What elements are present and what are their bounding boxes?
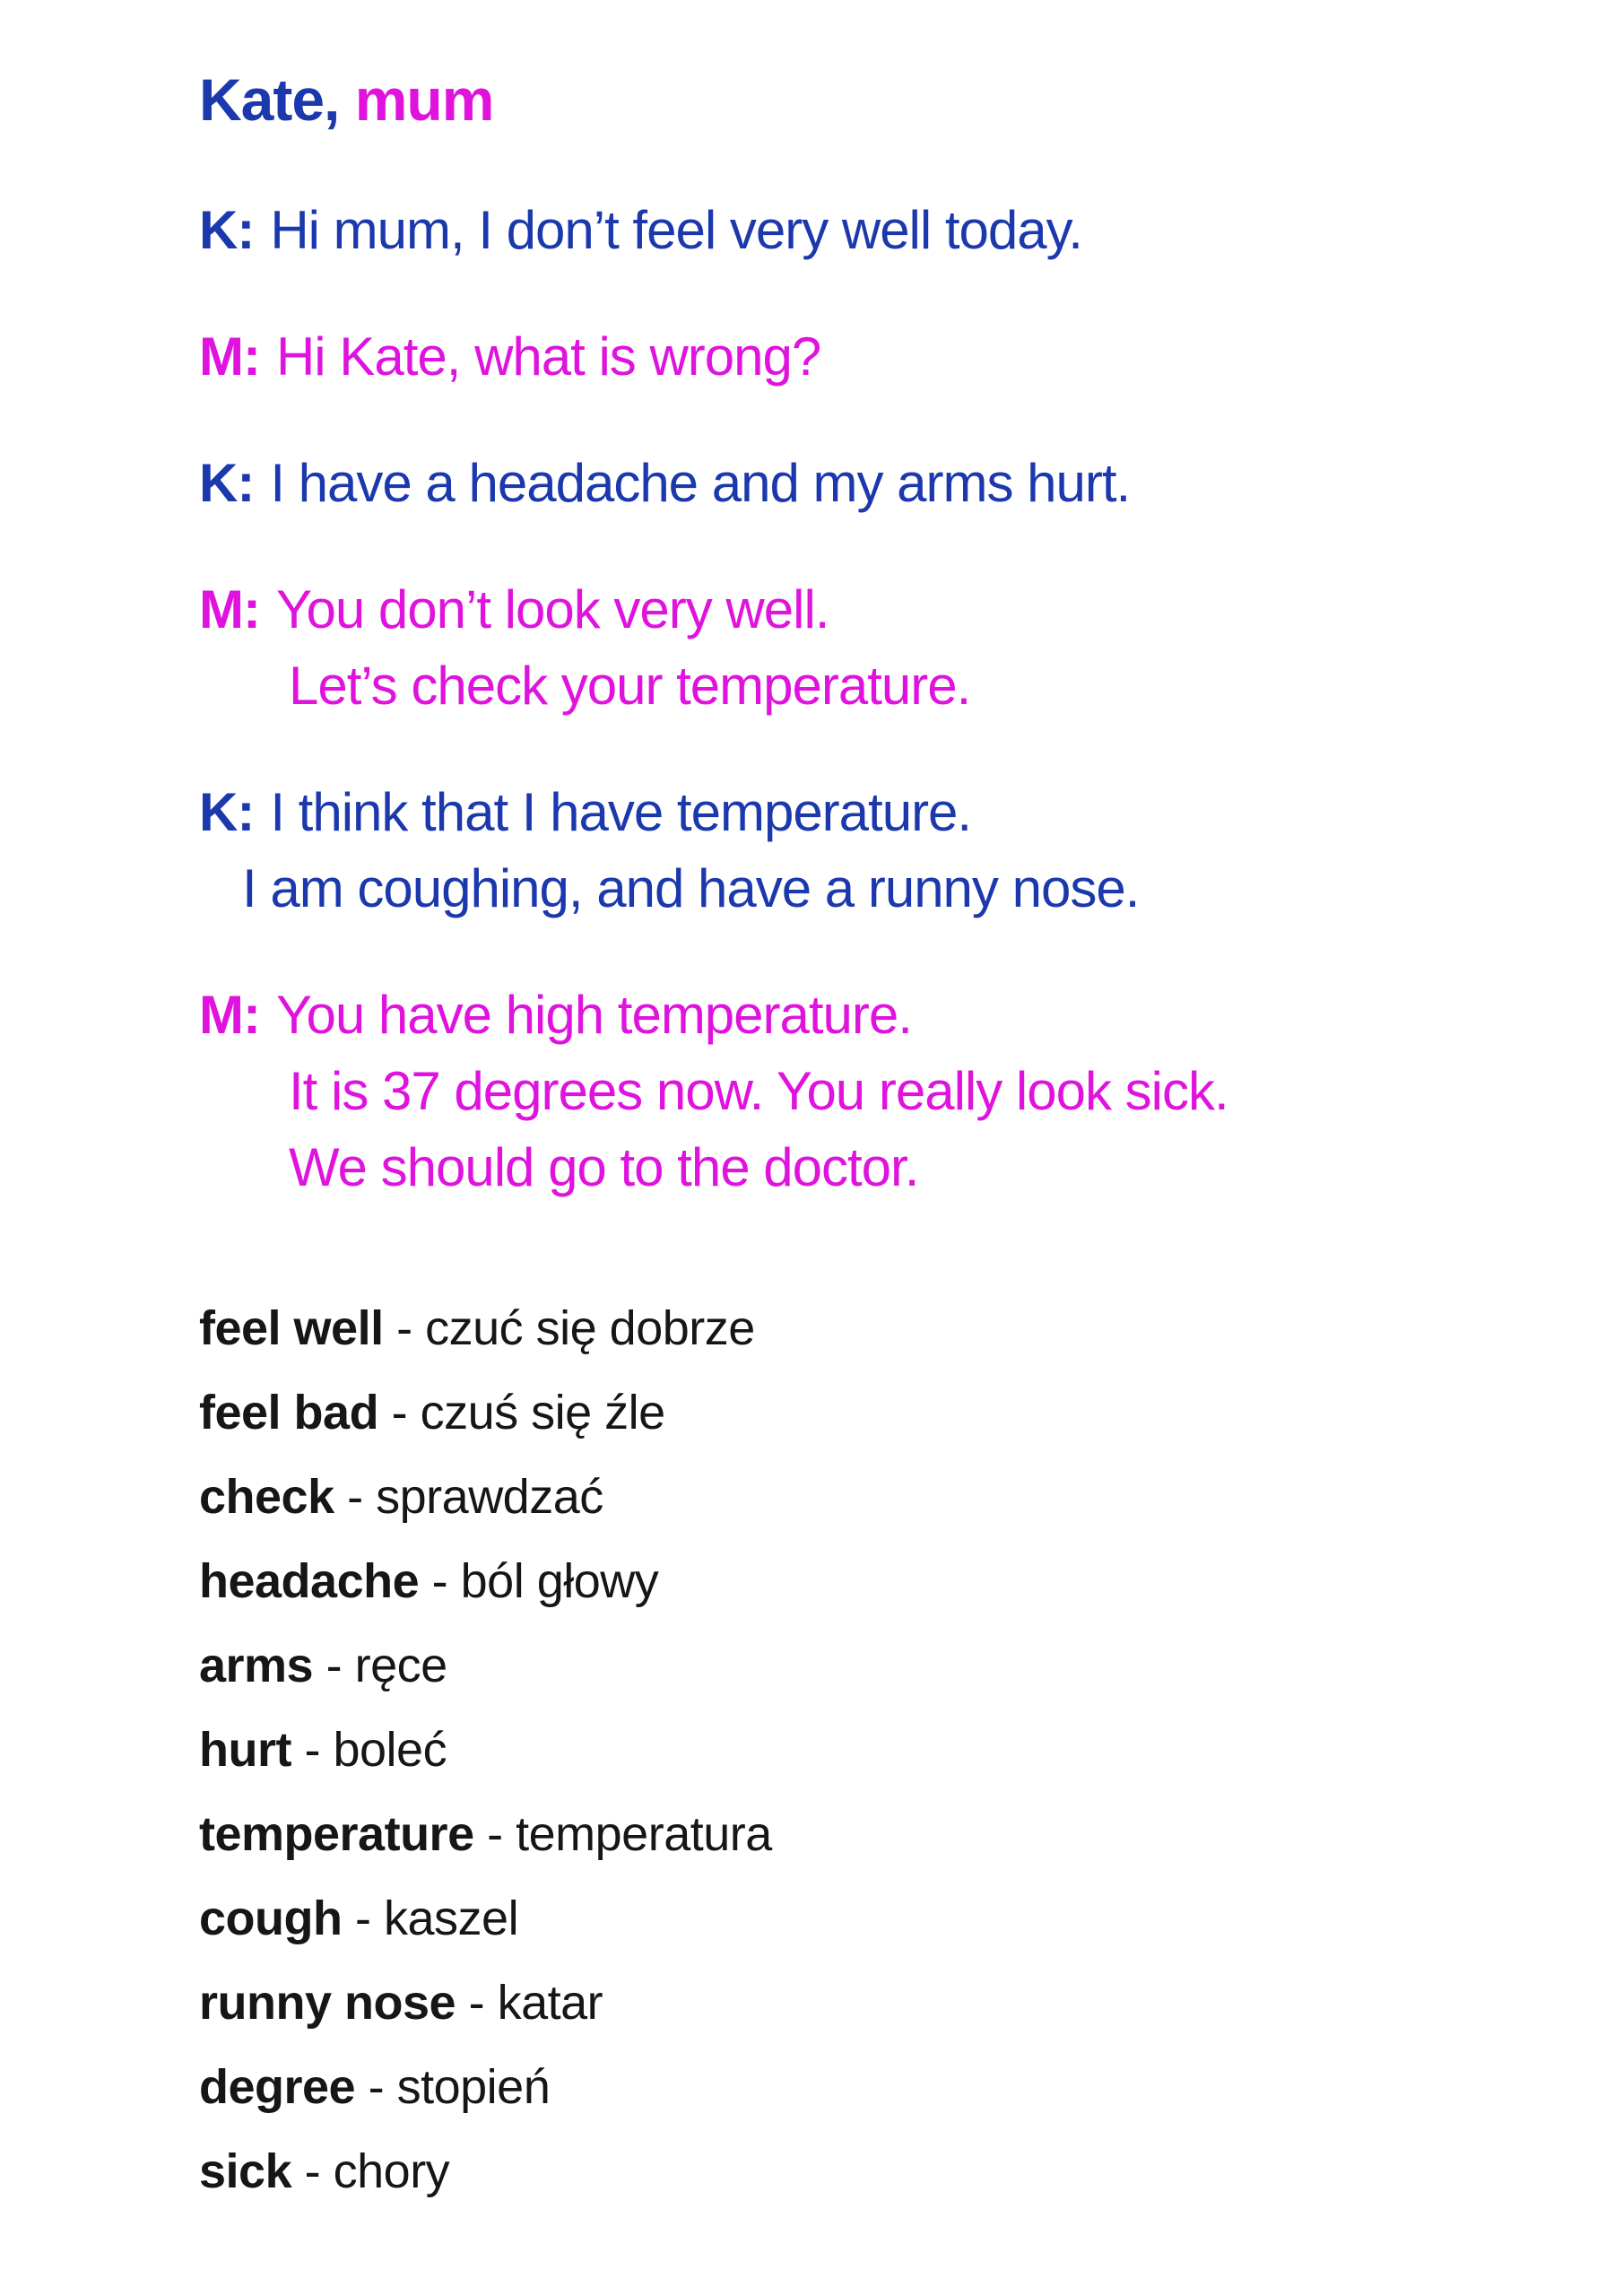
vocab-separator: -	[391, 1386, 408, 1439]
vocab-separator: -	[304, 2144, 321, 2198]
speaker-label: K:	[199, 200, 255, 260]
dialogue-line	[199, 192, 1587, 268]
vocab-term: arms	[199, 1639, 314, 1692]
dialogue-turn	[199, 977, 1587, 1205]
vocab-separator: -	[304, 1723, 320, 1777]
vocab-term: feel well	[199, 1301, 384, 1355]
vocab-term: hurt	[199, 1723, 291, 1777]
dialogue-text: You don’t look very well.	[275, 579, 829, 639]
vocab-separator: -	[355, 1892, 371, 1945]
dialogue-text: Hi mum, I don’t feel very well today.	[270, 200, 1082, 260]
vocab-term: sick	[199, 2144, 292, 2198]
dialogue-line-continuation	[199, 850, 1587, 926]
vocab-translation: ręce	[354, 1639, 447, 1692]
vocab-item	[199, 1286, 1587, 1370]
vocab-item	[199, 1708, 1587, 1792]
vocabulary-section	[199, 1286, 1587, 2213]
dialogue-line	[199, 318, 1587, 395]
dialogue-text: I have a headache and my arms hurt.	[270, 453, 1131, 513]
dialogue-turn	[199, 192, 1587, 268]
vocab-separator: -	[487, 1807, 503, 1861]
vocab-term: check	[199, 1470, 334, 1524]
dialogue-text: I think that I have temperature.	[270, 782, 972, 842]
vocab-item	[199, 1876, 1587, 1961]
speaker-label: M:	[199, 985, 260, 1045]
vocab-translation: ból głowy	[460, 1554, 659, 1608]
vocab-item	[199, 1370, 1587, 1455]
speaker-label: M:	[199, 326, 260, 387]
vocab-translation: kaszel	[384, 1892, 519, 1945]
vocab-translation: katar	[497, 1976, 603, 2030]
vocab-translation: stopień	[396, 2060, 551, 2114]
speaker-label: K:	[199, 453, 255, 513]
dialogue-turn	[199, 774, 1587, 926]
vocab-item	[199, 1792, 1587, 1876]
vocab-term: degree	[199, 2060, 356, 2114]
vocab-item	[199, 2045, 1587, 2129]
vocab-separator: -	[368, 2060, 385, 2114]
vocab-term: runny nose	[199, 1976, 456, 2030]
speaker-label: K:	[199, 782, 255, 842]
vocab-item	[199, 1539, 1587, 1623]
vocab-separator: -	[396, 1301, 412, 1355]
vocab-translation: temperatura	[516, 1807, 772, 1861]
vocab-term: cough	[199, 1892, 343, 1945]
page-title	[199, 66, 1587, 133]
dialogue-turn	[199, 445, 1587, 521]
dialogue-text: Let’s check your temperature.	[289, 656, 971, 716]
vocab-separator: -	[431, 1554, 448, 1608]
title-kate: Kate,	[199, 66, 340, 133]
vocab-separator: -	[468, 1976, 485, 2030]
vocab-separator: -	[325, 1639, 343, 1692]
dialogue-section	[199, 192, 1587, 1205]
vocab-translation: sprawdzać	[376, 1470, 603, 1524]
vocab-separator: -	[347, 1470, 363, 1524]
vocab-translation: chory	[333, 2144, 450, 2198]
dialogue-line-continuation	[199, 648, 1587, 724]
dialogue-text: You have high temperature.	[275, 985, 912, 1045]
vocab-term: headache	[199, 1554, 420, 1608]
dialogue-turn	[199, 318, 1587, 395]
dialogue-text: We should go to the doctor.	[289, 1137, 919, 1197]
speaker-label: M:	[199, 579, 260, 639]
vocab-translation: czuć się dobrze	[425, 1301, 755, 1355]
dialogue-line	[199, 445, 1587, 521]
dialogue-text: It is 37 degrees now. You really look sick.	[289, 1061, 1228, 1121]
dialogue-line	[199, 977, 1587, 1053]
vocab-item	[199, 1455, 1587, 1539]
dialogue-line-continuation	[199, 1129, 1587, 1205]
dialogue-text: I am coughing, and have a runny nose.	[242, 858, 1140, 918]
title-mum: mum	[354, 66, 494, 133]
dialogue-line	[199, 774, 1587, 850]
vocab-translation: boleć	[333, 1723, 447, 1777]
vocab-translation: czuś się źle	[420, 1386, 665, 1439]
dialogue-text: Hi Kate, what is wrong?	[275, 326, 821, 387]
vocab-item	[199, 2129, 1587, 2213]
dialogue-line	[199, 571, 1587, 648]
dialogue-turn	[199, 571, 1587, 724]
vocab-item	[199, 1961, 1587, 2045]
vocab-item	[199, 1623, 1587, 1708]
dialogue-line-continuation	[199, 1053, 1587, 1129]
vocab-term: temperature	[199, 1807, 474, 1861]
vocab-term: feel bad	[199, 1386, 379, 1439]
